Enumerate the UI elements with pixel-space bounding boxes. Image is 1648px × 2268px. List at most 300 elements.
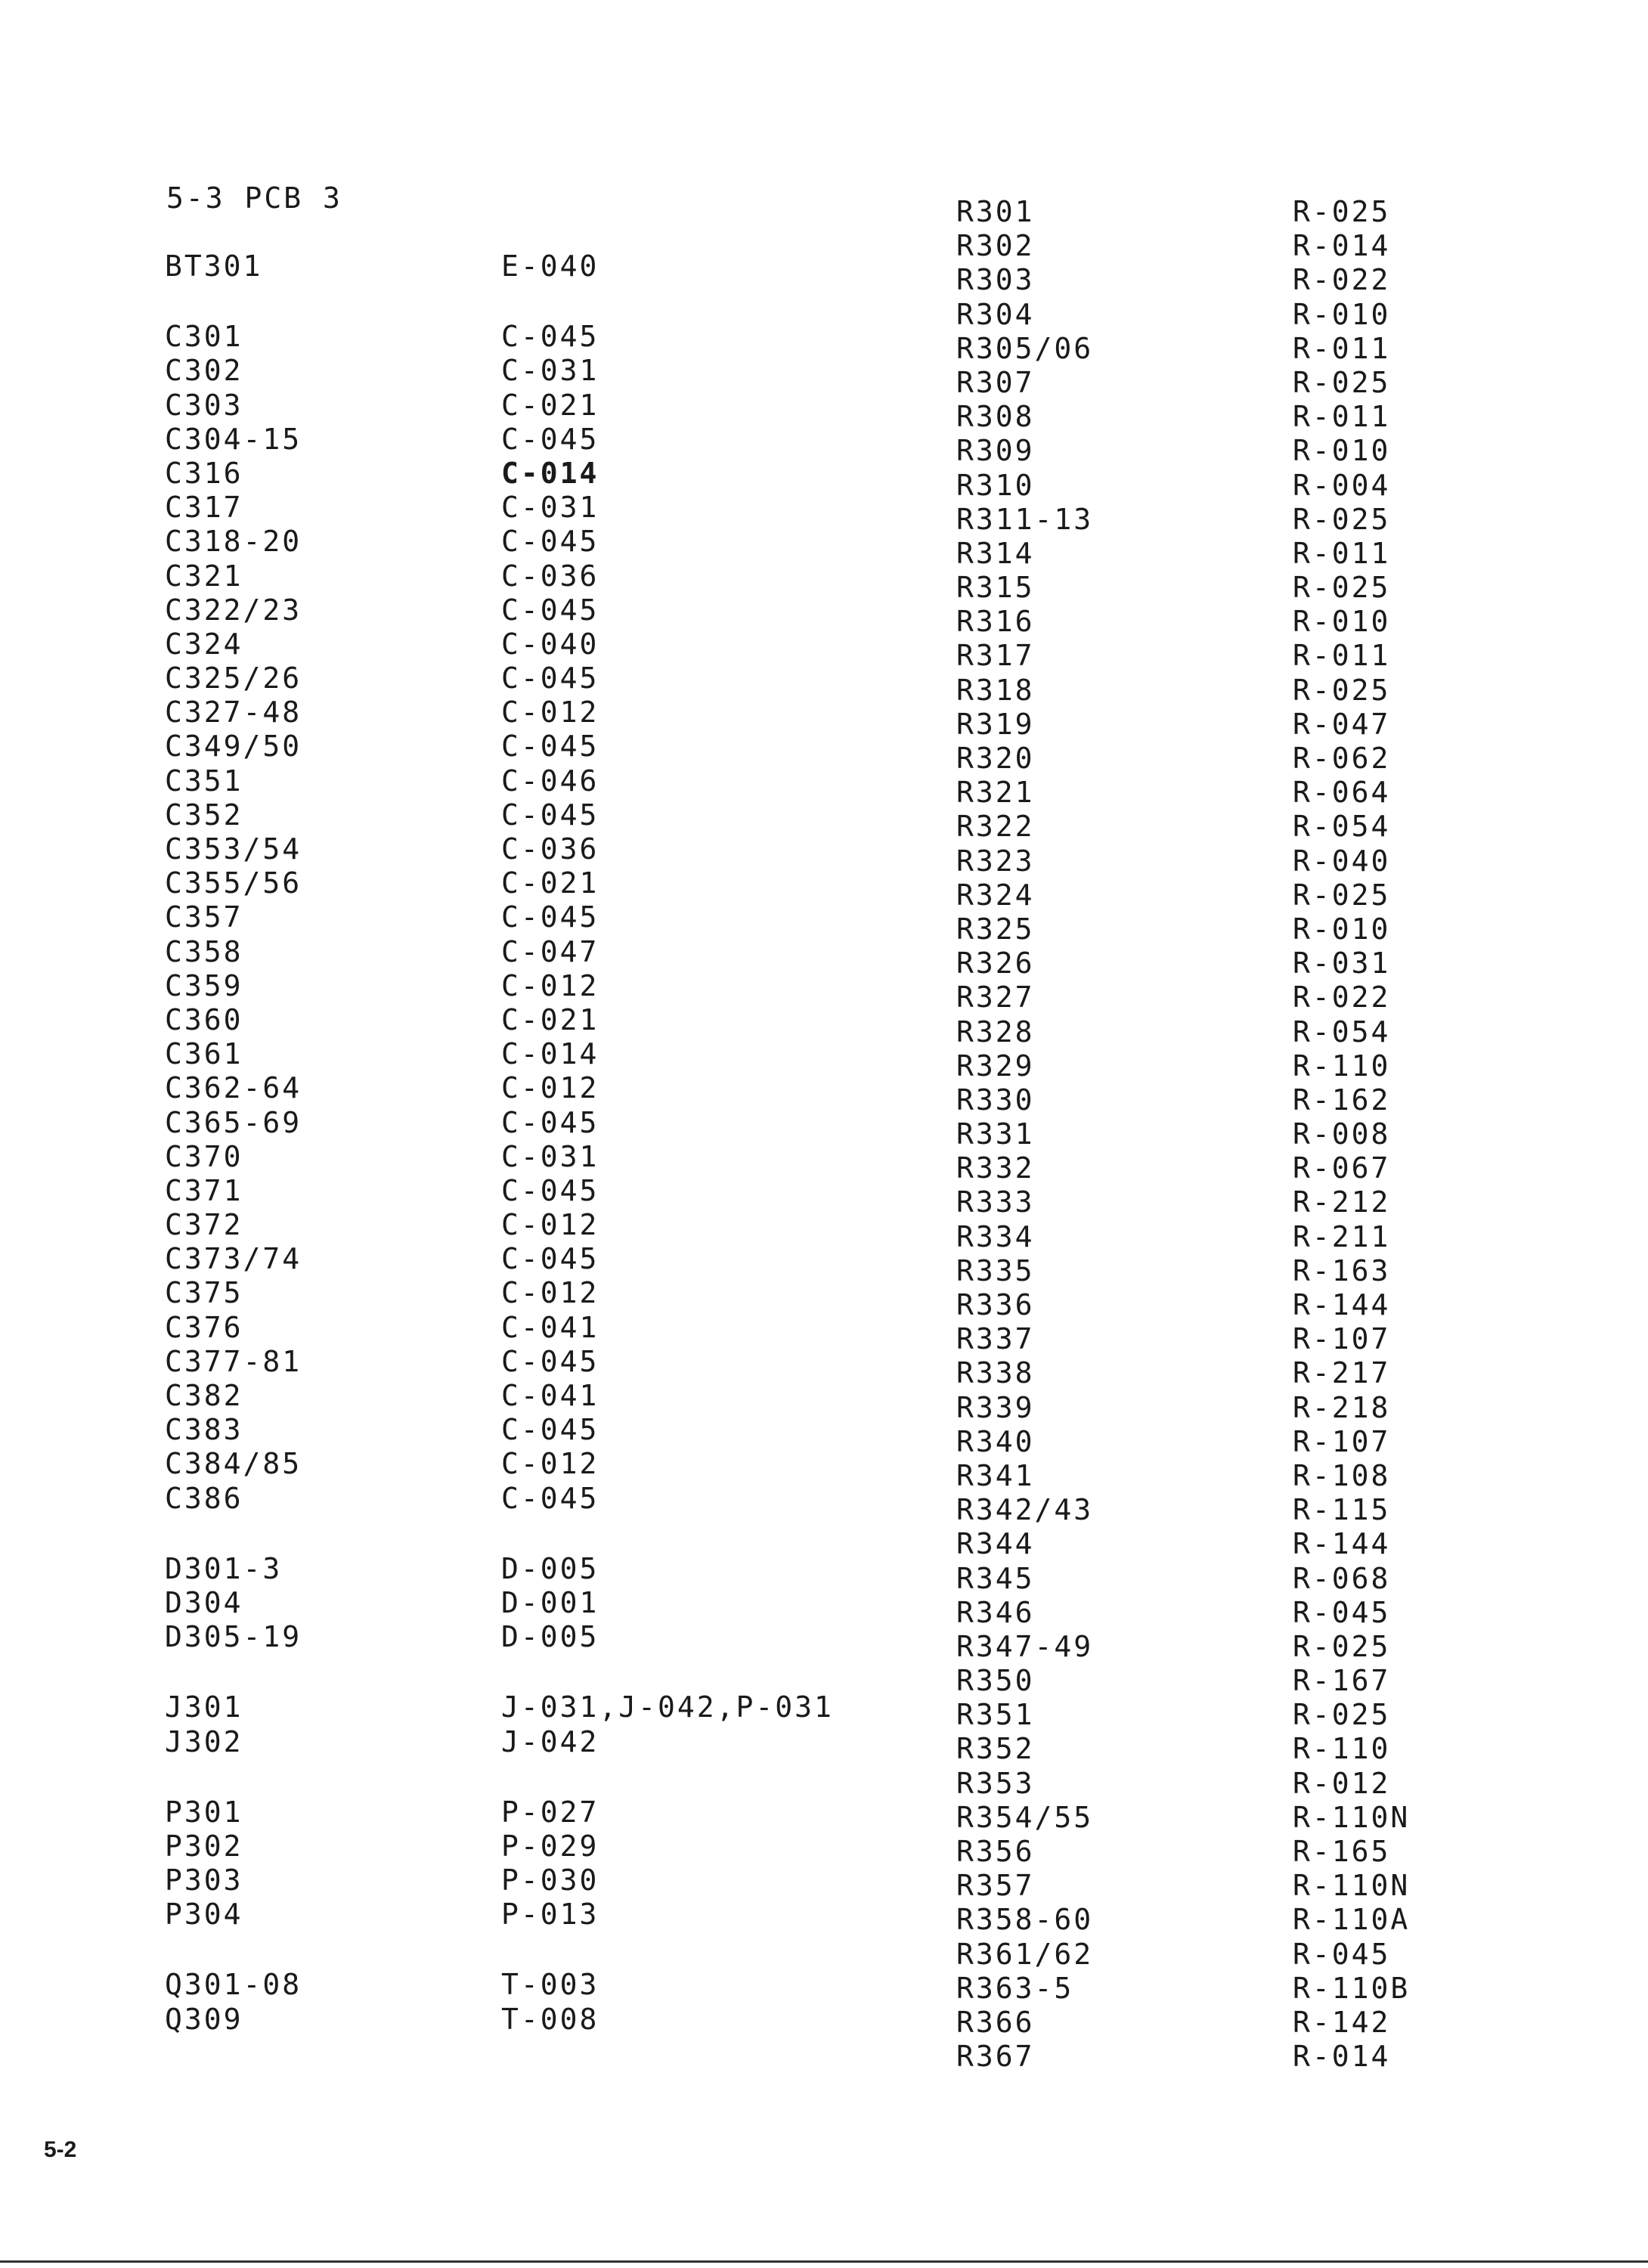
- part-number: J-031,J-042,P-031: [501, 1690, 834, 1724]
- parts-row: [956, 1425, 1485, 1459]
- part-number: C-021: [501, 1002, 599, 1036]
- parts-row: [956, 1972, 1485, 2006]
- reference-designator: C371: [165, 1173, 243, 1207]
- part-number: R-025: [1293, 571, 1391, 605]
- parts-row: [956, 2006, 1485, 2040]
- part-number: C-012: [501, 1071, 599, 1105]
- part-number: C-045: [501, 422, 599, 456]
- part-number: R-025: [1293, 878, 1391, 912]
- part-number: C-012: [501, 1208, 599, 1242]
- part-number: C-045: [501, 525, 599, 559]
- reference-designator: R325: [956, 912, 1035, 946]
- part-number: C-045: [501, 730, 599, 764]
- reference-designator: C358: [165, 934, 243, 968]
- reference-designator: R303: [956, 263, 1035, 297]
- part-number: R-022: [1293, 981, 1391, 1015]
- reference-designator: R356: [956, 1835, 1035, 1868]
- part-number: R-047: [1293, 707, 1391, 741]
- part-number: R-025: [1293, 1629, 1391, 1663]
- parts-row: [956, 1869, 1485, 1903]
- part-number: R-031: [1293, 947, 1391, 981]
- reference-designator: C370: [165, 1139, 243, 1173]
- reference-designator: C355/56: [165, 866, 302, 900]
- part-number: T-008: [501, 2002, 599, 2036]
- part-number: R-004: [1293, 468, 1391, 502]
- reference-designator: C316: [165, 456, 243, 490]
- parts-row: [956, 1015, 1485, 1049]
- reference-designator: R338: [956, 1356, 1035, 1390]
- part-number: R-025: [1293, 195, 1391, 228]
- parts-row: [144, 1003, 900, 1037]
- reference-designator: R323: [956, 844, 1035, 878]
- parts-row: [144, 1796, 900, 1830]
- reference-designator: R347-49: [956, 1629, 1094, 1663]
- part-number: R-110N: [1293, 1869, 1411, 1903]
- parts-row: [956, 1049, 1485, 1083]
- part-number: P-030: [501, 1864, 599, 1898]
- parts-row: [144, 866, 900, 900]
- reference-designator: R333: [956, 1185, 1035, 1219]
- reference-designator: R344: [956, 1527, 1035, 1561]
- reference-designator: R320: [956, 742, 1035, 775]
- parts-row: [144, 525, 900, 559]
- reference-designator: C377-81: [165, 1344, 302, 1378]
- reference-designator: R342/43: [956, 1493, 1094, 1527]
- part-number: R-217: [1293, 1356, 1391, 1390]
- part-number: C-041: [501, 1310, 599, 1344]
- parts-group: [144, 1690, 900, 1758]
- reference-designator: R350: [956, 1664, 1035, 1698]
- part-number: C-012: [501, 968, 599, 1002]
- reference-designator: R367: [956, 2040, 1035, 2074]
- parts-row: [956, 571, 1485, 605]
- parts-row: [144, 1830, 900, 1864]
- part-number: P-029: [501, 1829, 599, 1863]
- part-number: C-045: [501, 320, 599, 354]
- part-number: T-003: [501, 1968, 599, 2002]
- part-number: D-005: [501, 1551, 599, 1585]
- parts-row: [144, 1482, 900, 1516]
- parts-row: [956, 1322, 1485, 1356]
- reference-designator: R363-5: [956, 1971, 1074, 2005]
- reference-designator: R326: [956, 947, 1035, 981]
- part-number: R-167: [1293, 1664, 1391, 1698]
- reference-designator: R310: [956, 468, 1035, 502]
- part-number: R-218: [1293, 1390, 1391, 1424]
- part-number: R-011: [1293, 536, 1391, 570]
- reference-designator: R308: [956, 400, 1035, 434]
- reference-designator: C386: [165, 1481, 243, 1515]
- parts-row: [956, 1630, 1485, 1664]
- reference-designator: C318-20: [165, 525, 302, 559]
- right-parts-list: [956, 195, 1485, 2074]
- parts-row: [144, 1379, 900, 1413]
- part-number: R-025: [1293, 673, 1391, 707]
- part-number: R-025: [1293, 502, 1391, 536]
- reference-designator: C361: [165, 1037, 243, 1071]
- part-number: R-025: [1293, 365, 1391, 399]
- parts-row: [144, 593, 900, 627]
- parts-row: [956, 1527, 1485, 1561]
- parts-row: [956, 1835, 1485, 1869]
- reference-designator: BT301: [165, 249, 263, 283]
- part-number: R-068: [1293, 1561, 1391, 1595]
- reference-designator: R322: [956, 810, 1035, 844]
- parts-row: [956, 1596, 1485, 1630]
- parts-row: [144, 1208, 900, 1242]
- parts-row: [144, 1311, 900, 1345]
- part-number: C-045: [501, 900, 599, 934]
- part-number: R-162: [1293, 1083, 1391, 1117]
- part-number: C-041: [501, 1379, 599, 1412]
- reference-designator: P302: [165, 1829, 243, 1863]
- parts-row: [956, 503, 1485, 537]
- parts-row: [144, 354, 900, 388]
- part-number: R-010: [1293, 434, 1391, 468]
- part-number: C-031: [501, 354, 599, 388]
- parts-row: [956, 1938, 1485, 1972]
- part-number: R-110B: [1293, 1971, 1411, 2005]
- part-number: R-008: [1293, 1117, 1391, 1151]
- part-number: P-013: [501, 1898, 599, 1932]
- reference-designator: R336: [956, 1288, 1035, 1321]
- part-number: C-045: [501, 798, 599, 832]
- part-number: R-108: [1293, 1458, 1391, 1492]
- parts-row: [956, 810, 1485, 844]
- part-number: R-014: [1293, 2040, 1391, 2074]
- reference-designator: P304: [165, 1898, 243, 1932]
- parts-row: [956, 1493, 1485, 1527]
- parts-row: [144, 491, 900, 525]
- part-number: R-163: [1293, 1253, 1391, 1287]
- parts-row: [144, 389, 900, 423]
- parts-group: [144, 1552, 900, 1655]
- part-number: R-115: [1293, 1493, 1391, 1527]
- reference-designator: C352: [165, 798, 243, 832]
- parts-row: [144, 1864, 900, 1898]
- reference-designator: R309: [956, 434, 1035, 468]
- parts-row: [956, 742, 1485, 776]
- reference-designator: R311-13: [956, 502, 1094, 536]
- part-number: R-012: [1293, 1766, 1391, 1800]
- part-number: C-021: [501, 866, 599, 900]
- reference-designator: C327-48: [165, 696, 302, 730]
- part-number: R-165: [1293, 1835, 1391, 1868]
- parts-row: [144, 1552, 900, 1586]
- parts-row: [956, 263, 1485, 297]
- part-number: C-014: [501, 456, 599, 490]
- reference-designator: R341: [956, 1458, 1035, 1492]
- parts-row: [956, 1903, 1485, 1937]
- reference-designator: D305-19: [165, 1620, 302, 1654]
- part-number: R-064: [1293, 776, 1391, 810]
- parts-row: [144, 764, 900, 798]
- parts-row: [956, 1459, 1485, 1493]
- reference-designator: R319: [956, 707, 1035, 741]
- parts-row: [956, 2040, 1485, 2074]
- part-number: R-011: [1293, 331, 1391, 365]
- part-number: D-005: [501, 1620, 599, 1654]
- reference-designator: C349/50: [165, 730, 302, 764]
- part-number: R-010: [1293, 297, 1391, 331]
- reference-designator: R358-60: [956, 1903, 1094, 1937]
- parts-row: [144, 457, 900, 491]
- reference-designator: C351: [165, 764, 243, 798]
- part-number: R-045: [1293, 1595, 1391, 1629]
- parts-row: [144, 900, 900, 934]
- reference-designator: C372: [165, 1208, 243, 1242]
- part-number: R-110: [1293, 1732, 1391, 1766]
- reference-designator: R304: [956, 297, 1035, 331]
- parts-row: [144, 1037, 900, 1071]
- part-number: C-046: [501, 764, 599, 798]
- part-number: R-212: [1293, 1185, 1391, 1219]
- parts-row: [144, 1690, 900, 1724]
- part-number: R-144: [1293, 1527, 1391, 1561]
- part-number: R-014: [1293, 229, 1391, 263]
- parts-row: [956, 1562, 1485, 1596]
- reference-designator: R302: [956, 229, 1035, 263]
- reference-designator: C301: [165, 320, 243, 354]
- parts-group: [144, 320, 900, 1516]
- reference-designator: R353: [956, 1766, 1035, 1800]
- part-number: C-045: [501, 1105, 599, 1139]
- part-number: R-011: [1293, 400, 1391, 434]
- reference-designator: C302: [165, 354, 243, 388]
- reference-designator: C382: [165, 1379, 243, 1412]
- part-number: C-045: [501, 1413, 599, 1447]
- reference-designator: R357: [956, 1869, 1035, 1903]
- parts-row: [956, 708, 1485, 742]
- parts-row: [956, 298, 1485, 332]
- part-number: C-031: [501, 491, 599, 525]
- reference-designator: Q309: [165, 2002, 243, 2036]
- parts-row: [144, 832, 900, 866]
- reference-designator: R315: [956, 571, 1035, 605]
- reference-designator: R314: [956, 536, 1035, 570]
- reference-designator: C353/54: [165, 832, 302, 866]
- part-number: C-012: [501, 1447, 599, 1481]
- part-number: C-031: [501, 1139, 599, 1173]
- part-number: D-001: [501, 1585, 599, 1619]
- reference-designator: C303: [165, 388, 243, 422]
- parts-row: [144, 1725, 900, 1759]
- parts-group: [144, 249, 900, 284]
- reference-designator: C322/23: [165, 593, 302, 627]
- parts-row: [144, 1968, 900, 2002]
- parts-row: [956, 400, 1485, 434]
- parts-row: [956, 195, 1485, 229]
- parts-row: [144, 320, 900, 354]
- part-number: R-107: [1293, 1322, 1391, 1356]
- parts-row: [144, 1071, 900, 1105]
- part-number: R-110N: [1293, 1800, 1411, 1834]
- parts-row: [956, 1185, 1485, 1219]
- part-number: R-110: [1293, 1049, 1391, 1083]
- part-number: C-045: [501, 1481, 599, 1515]
- reference-designator: R366: [956, 2005, 1035, 2039]
- reference-designator: C383: [165, 1413, 243, 1447]
- part-number: R-144: [1293, 1288, 1391, 1321]
- parts-row: [144, 1586, 900, 1620]
- section-title: 5-3 PCB 3: [166, 181, 342, 215]
- reference-designator: Q301-08: [165, 1968, 302, 2002]
- parts-row: [144, 423, 900, 457]
- parts-row: [956, 366, 1485, 400]
- part-number: C-047: [501, 934, 599, 968]
- left-parts-list: [144, 249, 900, 2073]
- parts-row: [956, 776, 1485, 810]
- reference-designator: R324: [956, 878, 1035, 912]
- parts-row: [956, 537, 1485, 571]
- parts-group: [144, 1796, 900, 1932]
- reference-designator: R335: [956, 1253, 1035, 1287]
- parts-row: [144, 1898, 900, 1932]
- part-number: C-012: [501, 696, 599, 730]
- reference-designator: C373/74: [165, 1242, 302, 1276]
- reference-designator: R301: [956, 195, 1035, 228]
- parts-row: [956, 947, 1485, 981]
- reference-designator: C321: [165, 559, 243, 593]
- parts-row: [144, 249, 900, 284]
- parts-group: [144, 1968, 900, 2036]
- part-number: C-045: [501, 593, 599, 627]
- parts-row: [956, 912, 1485, 947]
- reference-designator: R305/06: [956, 331, 1094, 365]
- reference-designator: P301: [165, 1795, 243, 1829]
- parts-row: [144, 1242, 900, 1276]
- reference-designator: R340: [956, 1424, 1035, 1458]
- reference-designator: C360: [165, 1002, 243, 1036]
- parts-row: [144, 662, 900, 696]
- part-number: R-211: [1293, 1219, 1391, 1253]
- reference-designator: C365-69: [165, 1105, 302, 1139]
- parts-row: [144, 559, 900, 593]
- reference-designator: C325/26: [165, 662, 302, 696]
- part-number: C-040: [501, 627, 599, 661]
- parts-row: [956, 1151, 1485, 1185]
- reference-designator: R339: [956, 1390, 1035, 1424]
- parts-row: [956, 1767, 1485, 1801]
- parts-row: [956, 1356, 1485, 1390]
- parts-row: [956, 1117, 1485, 1151]
- parts-row: [144, 1276, 900, 1310]
- parts-row: [144, 969, 900, 1003]
- parts-row: [956, 981, 1485, 1015]
- bottom-rule: [0, 2260, 1648, 2263]
- parts-row: [144, 1447, 900, 1481]
- parts-row: [956, 1732, 1485, 1766]
- parts-row: [956, 1220, 1485, 1254]
- part-number: R-025: [1293, 1698, 1391, 1732]
- reference-designator: R361/62: [956, 1937, 1094, 1971]
- parts-row: [144, 627, 900, 662]
- reference-designator: C375: [165, 1276, 243, 1310]
- part-number: C-045: [501, 1344, 599, 1378]
- part-number: C-036: [501, 832, 599, 866]
- part-number: J-042: [501, 1724, 599, 1758]
- reference-designator: R352: [956, 1732, 1035, 1766]
- part-number: R-022: [1293, 263, 1391, 297]
- parts-row: [956, 844, 1485, 878]
- reference-designator: C376: [165, 1310, 243, 1344]
- parts-row: [144, 935, 900, 969]
- part-number: C-012: [501, 1276, 599, 1310]
- part-number: E-040: [501, 249, 599, 283]
- part-number: R-067: [1293, 1151, 1391, 1185]
- part-number: R-062: [1293, 742, 1391, 775]
- parts-row: [144, 1140, 900, 1174]
- parts-row: [956, 1254, 1485, 1288]
- parts-row: [956, 332, 1485, 366]
- reference-designator: C384/85: [165, 1447, 302, 1481]
- parts-row: [144, 1345, 900, 1379]
- part-number: R-054: [1293, 810, 1391, 844]
- parts-row: [144, 696, 900, 730]
- parts-row: [956, 469, 1485, 503]
- part-number: R-142: [1293, 2005, 1391, 2039]
- reference-designator: R334: [956, 1219, 1035, 1253]
- parts-row: [144, 730, 900, 764]
- reference-designator: R354/55: [956, 1800, 1094, 1834]
- reference-designator: R307: [956, 365, 1035, 399]
- reference-designator: J301: [165, 1690, 243, 1724]
- parts-row: [144, 1174, 900, 1208]
- reference-designator: C324: [165, 627, 243, 661]
- reference-designator: R328: [956, 1015, 1035, 1049]
- reference-designator: C304-15: [165, 422, 302, 456]
- part-number: R-107: [1293, 1424, 1391, 1458]
- reference-designator: R345: [956, 1561, 1035, 1595]
- reference-designator: R330: [956, 1083, 1035, 1117]
- part-number: R-054: [1293, 1015, 1391, 1049]
- part-number: C-036: [501, 559, 599, 593]
- parts-row: [956, 878, 1485, 912]
- part-number: C-045: [501, 1242, 599, 1276]
- reference-designator: D304: [165, 1585, 243, 1619]
- reference-designator: C317: [165, 491, 243, 525]
- parts-row: [956, 1698, 1485, 1732]
- parts-row: [956, 674, 1485, 708]
- parts-row: [956, 229, 1485, 263]
- part-number: C-021: [501, 388, 599, 422]
- reference-designator: R332: [956, 1151, 1035, 1185]
- parts-row: [956, 1664, 1485, 1698]
- parts-row: [144, 798, 900, 832]
- parts-row: [144, 2003, 900, 2037]
- parts-row: [956, 434, 1485, 468]
- part-number: P-027: [501, 1795, 599, 1829]
- part-number: C-045: [501, 1173, 599, 1207]
- parts-row: [956, 1083, 1485, 1117]
- reference-designator: D301-3: [165, 1551, 283, 1585]
- reference-designator: J302: [165, 1724, 243, 1758]
- part-number: R-110A: [1293, 1903, 1411, 1937]
- part-number: C-014: [501, 1037, 599, 1071]
- reference-designator: R316: [956, 605, 1035, 639]
- parts-row: [144, 1620, 900, 1654]
- reference-designator: R321: [956, 776, 1035, 810]
- reference-designator: C357: [165, 900, 243, 934]
- reference-designator: R317: [956, 639, 1035, 673]
- parts-row: [956, 605, 1485, 639]
- parts-row: [144, 1413, 900, 1447]
- part-number: R-011: [1293, 639, 1391, 673]
- part-number: R-040: [1293, 844, 1391, 878]
- reference-designator: C359: [165, 968, 243, 1002]
- reference-designator: R337: [956, 1322, 1035, 1356]
- reference-designator: R346: [956, 1595, 1035, 1629]
